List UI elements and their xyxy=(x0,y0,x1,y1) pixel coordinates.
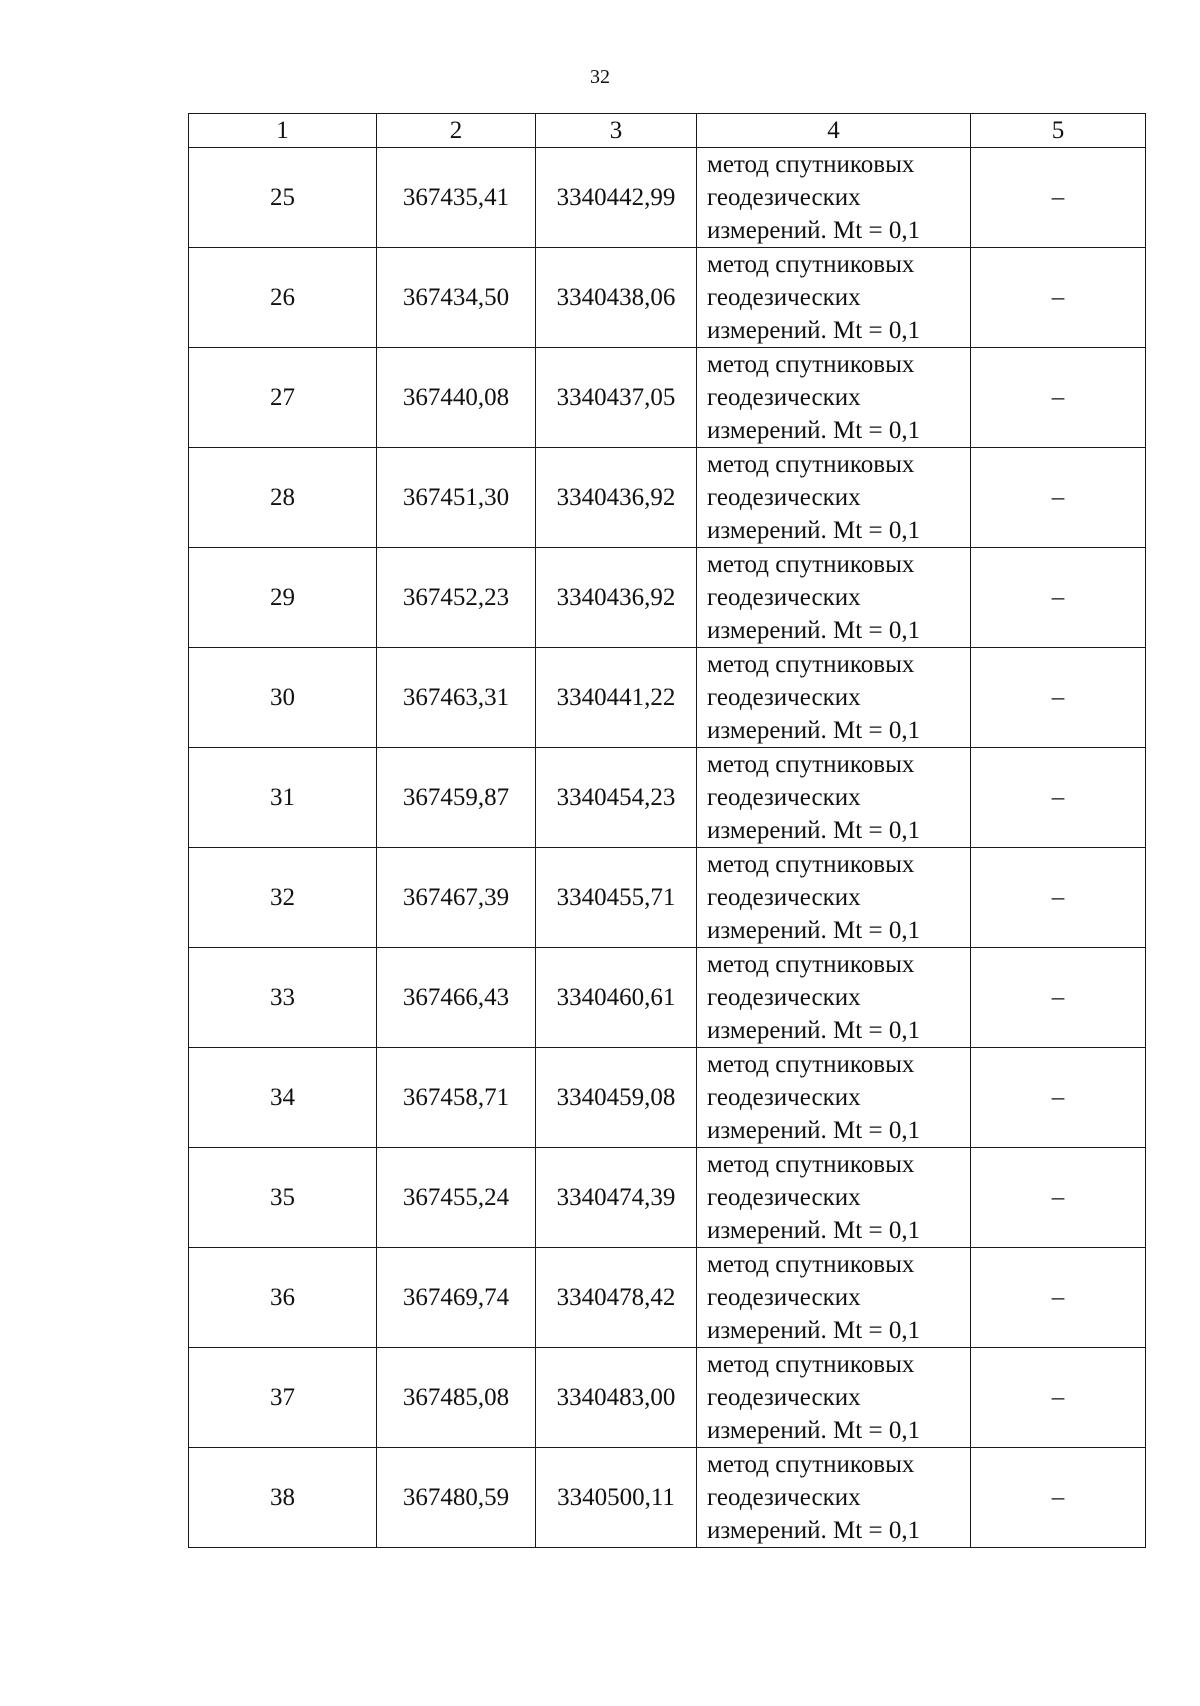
method-line: геодезических xyxy=(707,684,861,711)
method-line: геодезических xyxy=(707,1384,861,1411)
method-line: измерений. Mt = 0,1 xyxy=(707,417,921,444)
table-row xyxy=(189,1148,1146,1248)
method-cell xyxy=(697,1148,971,1248)
page-number: 32 xyxy=(590,66,610,88)
y-coordinate-cell: 3340436,92 xyxy=(536,448,697,548)
table-row xyxy=(189,1048,1146,1148)
method-cell xyxy=(697,148,971,248)
table-row xyxy=(189,948,1146,1048)
method-line: метод спутниковых xyxy=(707,851,915,878)
note-cell: – xyxy=(971,748,1146,848)
method-line: геодезических xyxy=(707,484,861,511)
y-coordinate-cell: 3340438,06 xyxy=(536,248,697,348)
x-coordinate-cell: 367466,43 xyxy=(377,948,536,1048)
method-cell xyxy=(697,1248,971,1348)
method-line: метод спутниковых xyxy=(707,1451,915,1478)
table-row xyxy=(189,848,1146,948)
method-cell xyxy=(697,948,971,1048)
note-cell: – xyxy=(971,648,1146,748)
point-number-cell: 33 xyxy=(189,948,377,1048)
method-line: геодезических xyxy=(707,584,861,611)
method-line: геодезических xyxy=(707,184,861,211)
header-col-2: 2 xyxy=(377,114,536,148)
method-line: метод спутниковых xyxy=(707,951,915,978)
y-coordinate-cell: 3340436,92 xyxy=(536,548,697,648)
point-number-cell: 27 xyxy=(189,348,377,448)
point-number-cell: 30 xyxy=(189,648,377,748)
x-coordinate-cell: 367455,24 xyxy=(377,1148,536,1248)
method-line: геодезических xyxy=(707,784,861,811)
table-row xyxy=(189,548,1146,648)
point-number-cell: 26 xyxy=(189,248,377,348)
method-line: метод спутниковых xyxy=(707,1051,915,1078)
method-line: измерений. Mt = 0,1 xyxy=(707,617,921,644)
table-row xyxy=(189,1448,1146,1548)
method-line: метод спутниковых xyxy=(707,651,915,678)
method-line: метод спутниковых xyxy=(707,351,915,378)
point-number-cell: 32 xyxy=(189,848,377,948)
method-line: метод спутниковых xyxy=(707,251,915,278)
method-line: метод спутниковых xyxy=(707,1151,915,1178)
table-row xyxy=(189,1248,1146,1348)
point-number-cell: 25 xyxy=(189,148,377,248)
x-coordinate-cell: 367434,50 xyxy=(377,248,536,348)
header-col-3: 3 xyxy=(536,114,697,148)
x-coordinate-cell: 367467,39 xyxy=(377,848,536,948)
note-cell: – xyxy=(971,848,1146,948)
point-number-cell: 29 xyxy=(189,548,377,648)
note-cell: – xyxy=(971,148,1146,248)
point-number-cell: 35 xyxy=(189,1148,377,1248)
method-line: метод спутниковых xyxy=(707,751,915,778)
table-row xyxy=(189,448,1146,548)
table-row xyxy=(189,148,1146,248)
note-cell: – xyxy=(971,248,1146,348)
header-row xyxy=(189,114,1146,148)
method-line: геодезических xyxy=(707,884,861,911)
method-cell xyxy=(697,548,971,648)
method-line: геодезических xyxy=(707,1084,861,1111)
y-coordinate-cell: 3340483,00 xyxy=(536,1348,697,1448)
method-cell xyxy=(697,648,971,748)
method-line: метод спутниковых xyxy=(707,151,915,178)
note-cell: – xyxy=(971,448,1146,548)
x-coordinate-cell: 367458,71 xyxy=(377,1048,536,1148)
method-cell xyxy=(697,748,971,848)
method-line: геодезических xyxy=(707,1284,861,1311)
note-cell: – xyxy=(971,548,1146,648)
table-row xyxy=(189,348,1146,448)
method-line: геодезических xyxy=(707,1484,861,1511)
table-row xyxy=(189,648,1146,748)
method-line: измерений. Mt = 0,1 xyxy=(707,1517,921,1544)
y-coordinate-cell: 3340474,39 xyxy=(536,1148,697,1248)
y-coordinate-cell: 3340478,42 xyxy=(536,1248,697,1348)
method-cell xyxy=(697,248,971,348)
point-number-cell: 37 xyxy=(189,1348,377,1448)
x-coordinate-cell: 367485,08 xyxy=(377,1348,536,1448)
note-cell: – xyxy=(971,1348,1146,1448)
header-col-5: 5 xyxy=(971,114,1146,148)
method-line: геодезических xyxy=(707,284,861,311)
method-line: метод спутниковых xyxy=(707,451,915,478)
y-coordinate-cell: 3340460,61 xyxy=(536,948,697,1048)
point-number-cell: 36 xyxy=(189,1248,377,1348)
point-number-cell: 31 xyxy=(189,748,377,848)
method-line: измерений. Mt = 0,1 xyxy=(707,717,921,744)
note-cell: – xyxy=(971,1248,1146,1348)
header-col-4: 4 xyxy=(697,114,971,148)
method-cell xyxy=(697,1348,971,1448)
method-line: измерений. Mt = 0,1 xyxy=(707,1417,921,1444)
method-line: измерений. Mt = 0,1 xyxy=(707,317,921,344)
note-cell: – xyxy=(971,348,1146,448)
y-coordinate-cell: 3340459,08 xyxy=(536,1048,697,1148)
method-line: измерений. Mt = 0,1 xyxy=(707,817,921,844)
note-cell: – xyxy=(971,948,1146,1048)
method-line: измерений. Mt = 0,1 xyxy=(707,917,921,944)
method-cell xyxy=(697,1448,971,1548)
table-row xyxy=(189,248,1146,348)
x-coordinate-cell: 367440,08 xyxy=(377,348,536,448)
point-number-cell: 28 xyxy=(189,448,377,548)
point-number-cell: 34 xyxy=(189,1048,377,1148)
method-line: метод спутниковых xyxy=(707,1251,915,1278)
table-body xyxy=(189,148,1146,1548)
table-row xyxy=(189,748,1146,848)
note-cell: – xyxy=(971,1048,1146,1148)
method-line: измерений. Mt = 0,1 xyxy=(707,1017,921,1044)
x-coordinate-cell: 367480,59 xyxy=(377,1448,536,1548)
method-line: измерений. Mt = 0,1 xyxy=(707,1117,921,1144)
method-line: метод спутниковых xyxy=(707,551,915,578)
x-coordinate-cell: 367459,87 xyxy=(377,748,536,848)
method-line: измерений. Mt = 0,1 xyxy=(707,1217,921,1244)
method-line: геодезических xyxy=(707,984,861,1011)
point-number-cell: 38 xyxy=(189,1448,377,1548)
x-coordinate-cell: 367435,41 xyxy=(377,148,536,248)
x-coordinate-cell: 367469,74 xyxy=(377,1248,536,1348)
header-col-1: 1 xyxy=(189,114,377,148)
y-coordinate-cell: 3340442,99 xyxy=(536,148,697,248)
method-cell xyxy=(697,448,971,548)
y-coordinate-cell: 3340455,71 xyxy=(536,848,697,948)
x-coordinate-cell: 367463,31 xyxy=(377,648,536,748)
method-cell xyxy=(697,848,971,948)
table-header xyxy=(189,114,1146,148)
method-line: метод спутниковых xyxy=(707,1351,915,1378)
method-cell xyxy=(697,348,971,448)
coordinates-table xyxy=(188,113,1146,1548)
method-line: измерений. Mt = 0,1 xyxy=(707,517,921,544)
y-coordinate-cell: 3340441,22 xyxy=(536,648,697,748)
method-line: геодезических xyxy=(707,384,861,411)
note-cell: – xyxy=(971,1148,1146,1248)
y-coordinate-cell: 3340454,23 xyxy=(536,748,697,848)
method-line: измерений. Mt = 0,1 xyxy=(707,1317,921,1344)
x-coordinate-cell: 367451,30 xyxy=(377,448,536,548)
method-cell xyxy=(697,1048,971,1148)
method-line: измерений. Mt = 0,1 xyxy=(707,217,921,244)
note-cell: – xyxy=(971,1448,1146,1548)
method-line: геодезических xyxy=(707,1184,861,1211)
table-row xyxy=(189,1348,1146,1448)
y-coordinate-cell: 3340500,11 xyxy=(536,1448,697,1548)
x-coordinate-cell: 367452,23 xyxy=(377,548,536,648)
y-coordinate-cell: 3340437,05 xyxy=(536,348,697,448)
